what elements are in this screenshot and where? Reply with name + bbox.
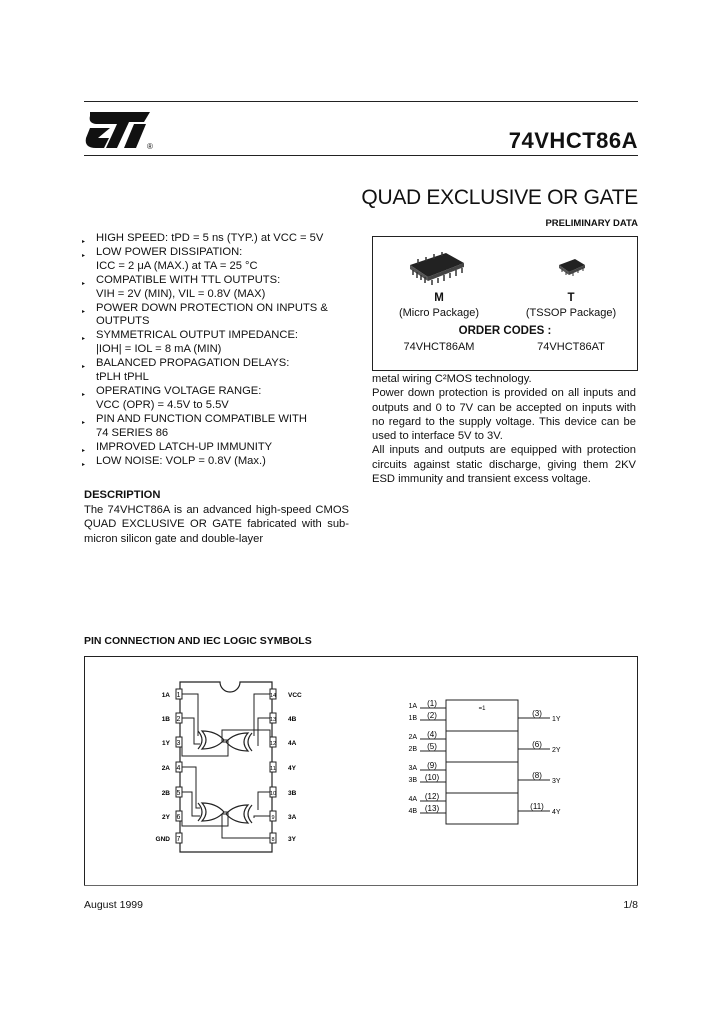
pin-number: 6 <box>176 814 181 821</box>
xor-gate-icon <box>198 731 224 749</box>
pin-number: 12 <box>269 741 277 747</box>
pin-number: 3 <box>176 740 181 747</box>
feature-item <box>82 302 362 330</box>
xor-gate-icon <box>226 733 252 751</box>
right-column-text <box>372 372 636 486</box>
feature-text: ICC = 2 μA (MAX.) at TA = 25 °C <box>96 259 258 272</box>
bullet-icon: ▸ <box>82 252 86 259</box>
feature-text: VIH = 2V (MIN), VIL = 0.8V (MAX) <box>96 287 266 300</box>
feature-item <box>82 274 362 302</box>
text-paragraph-3: All inputs and outputs are equipped with protection circuits against static discharge, giving them 2KV ESD immunity and transient excess voltage. <box>372 444 636 486</box>
feature-item <box>82 329 362 357</box>
iec-input-label: 2B <box>408 746 417 753</box>
pin-label: 3A <box>288 814 297 821</box>
bullet-icon: ▸ <box>82 308 86 315</box>
package-m-name: (Micro Package) <box>398 307 480 319</box>
registered-mark: ® <box>147 142 153 151</box>
bullet-icon: ▸ <box>82 391 86 398</box>
package-t-letter: T <box>567 292 575 304</box>
feature-text: BALANCED PROPAGATION DELAYS: <box>96 357 290 370</box>
iec-input-label: 3A <box>408 765 417 772</box>
iec-input-number: (10) <box>424 773 440 782</box>
text-paragraph-1: metal wiring C²MOS technology. <box>372 373 532 385</box>
iec-input-number: (5) <box>427 742 437 751</box>
package-m-letter: M <box>434 292 444 304</box>
feature-item <box>82 385 362 413</box>
pin-number: 7 <box>176 836 181 843</box>
part-number: 74VHCT86A <box>508 128 638 153</box>
pin-number: 10 <box>269 791 277 797</box>
bullet-icon: ▸ <box>82 364 86 371</box>
feature-text: |IOH| = IOL = 8 mA (MIN) <box>96 343 222 356</box>
pin-number: 1 <box>176 692 181 699</box>
pin-label: 1Y <box>162 740 170 747</box>
pin-label: 4B <box>288 716 297 723</box>
iec-input-label: 4B <box>408 808 417 815</box>
iec-input-label: 3B <box>408 777 417 784</box>
iec-input-number: (13) <box>424 804 440 813</box>
pin-label: 4Y <box>288 765 296 772</box>
feature-text: OPERATING VOLTAGE RANGE: <box>96 384 262 397</box>
iec-logic-symbol <box>400 692 580 852</box>
footer-date: August 1999 <box>84 899 143 911</box>
pin-number: 11 <box>270 766 276 772</box>
pin-number: 5 <box>176 790 181 797</box>
feature-list <box>82 232 362 468</box>
feature-item <box>82 232 362 246</box>
preliminary-label: PRELIMINARY DATA <box>545 218 638 229</box>
header-rule-bottom <box>84 155 638 156</box>
footer-rule <box>84 885 638 886</box>
pin-label: 3B <box>288 790 297 797</box>
pin-number: 13 <box>269 717 277 723</box>
header-rule-top <box>84 101 638 102</box>
bullet-icon: ▸ <box>82 280 86 287</box>
feature-item <box>82 413 362 441</box>
iec-output-number: (11) <box>530 802 544 811</box>
iec-output-label: 1Y <box>552 716 561 723</box>
pin-number: 4 <box>176 765 181 772</box>
order-code-m: 74VHCT86AM <box>403 341 475 353</box>
iec-input-label: 1B <box>408 715 417 722</box>
micro-package-icon <box>406 251 468 287</box>
feature-text: LOW NOISE: VOLP = 0.8V (Max.) <box>96 454 266 467</box>
iec-output-label: 4Y <box>552 809 561 816</box>
pin-number: 2 <box>176 716 181 723</box>
feature-text: SYMMETRICAL OUTPUT IMPEDANCE: <box>96 329 299 342</box>
page-number: 1/8 <box>623 899 638 911</box>
pin-connection-diagram <box>150 676 310 866</box>
iec-output-label: 3Y <box>552 778 561 785</box>
feature-text: OUTPUTS <box>96 315 150 328</box>
pin-label: 2A <box>161 765 170 772</box>
package-box <box>372 236 638 371</box>
iec-input-number: (2) <box>427 711 437 720</box>
iec-symbol-label: =1 <box>478 706 486 712</box>
description-text: The 74VHCT86A is an advanced high-speed CMOS QUAD EXCLUSIVE OR GATE fabricated with sub-micron silicon gate and double-layer <box>84 504 349 545</box>
pin-number: 9 <box>271 815 275 821</box>
iec-input-number: (4) <box>427 730 437 739</box>
iec-input-number: (12) <box>424 792 440 801</box>
iec-input-label: 1A <box>408 703 417 710</box>
pin-section-heading: PIN CONNECTION AND IEC LOGIC SYMBOLS <box>84 635 312 647</box>
iec-input-label: 4A <box>408 796 417 803</box>
tssop-package-icon <box>557 257 587 279</box>
order-codes-heading: ORDER CODES : <box>458 325 552 337</box>
bullet-icon: ▸ <box>82 336 86 343</box>
pin-label: 1B <box>161 716 170 723</box>
pin-label: 3Y <box>288 836 296 843</box>
package-t-name: (TSSOP Package) <box>525 307 617 319</box>
feature-text: POWER DOWN PROTECTION ON INPUTS & <box>96 301 328 314</box>
pin-label: 4A <box>288 740 297 747</box>
page-title: QUAD EXCLUSIVE OR GATE <box>361 186 638 209</box>
xor-gate-icon <box>198 803 224 821</box>
description-heading: DESCRIPTION <box>84 489 161 501</box>
feature-text: 74 SERIES 86 <box>96 426 169 439</box>
iec-output-number: (6) <box>532 740 542 749</box>
bullet-icon: ▸ <box>82 239 86 245</box>
pin-label: 2Y <box>162 814 170 821</box>
pin-label: GND <box>155 836 170 843</box>
order-code-t: 74VHCT86AT <box>537 341 605 353</box>
pin-label: 1A <box>161 692 170 699</box>
feature-text: PIN AND FUNCTION COMPATIBLE WITH <box>96 412 307 425</box>
pin-number: 14 <box>269 693 277 699</box>
feature-item <box>82 441 362 455</box>
pin-label: VCC <box>288 692 302 699</box>
text-paragraph-2: Power down protection is provided on all inputs and outputs and 0 to 7V can be accepted on inputs with no regard to the supply voltage. This device can be used to interface 5V to 3V. <box>372 387 636 443</box>
iec-output-number: (8) <box>532 771 542 780</box>
pin-number: 8 <box>271 837 275 843</box>
feature-text: COMPATIBLE WITH TTL OUTPUTS: <box>96 273 281 286</box>
iec-output-label: 2Y <box>552 747 561 754</box>
feature-text: IMPROVED LATCH-UP IMMUNITY <box>96 440 273 453</box>
iec-input-number: (9) <box>427 761 437 770</box>
feature-text: VCC (OPR) = 4.5V to 5.5V <box>96 398 229 411</box>
feature-item <box>82 246 362 274</box>
feature-text: tPLH tPHL <box>96 371 149 384</box>
bullet-icon: ▸ <box>82 447 86 454</box>
bullet-icon: ▸ <box>82 419 86 426</box>
feature-text: HIGH SPEED: tPD = 5 ns (TYP.) at VCC = 5V <box>96 232 324 244</box>
xor-gate-icon <box>226 805 252 823</box>
iec-input-label: 2A <box>408 734 417 741</box>
iec-output-number: (3) <box>532 709 542 718</box>
feature-text: LOW POWER DISSIPATION: <box>96 245 243 258</box>
bullet-icon: ▸ <box>82 461 86 468</box>
feature-item <box>82 455 362 469</box>
feature-item <box>82 357 362 385</box>
iec-input-number: (1) <box>427 699 437 708</box>
pin-label: 2B <box>161 790 170 797</box>
